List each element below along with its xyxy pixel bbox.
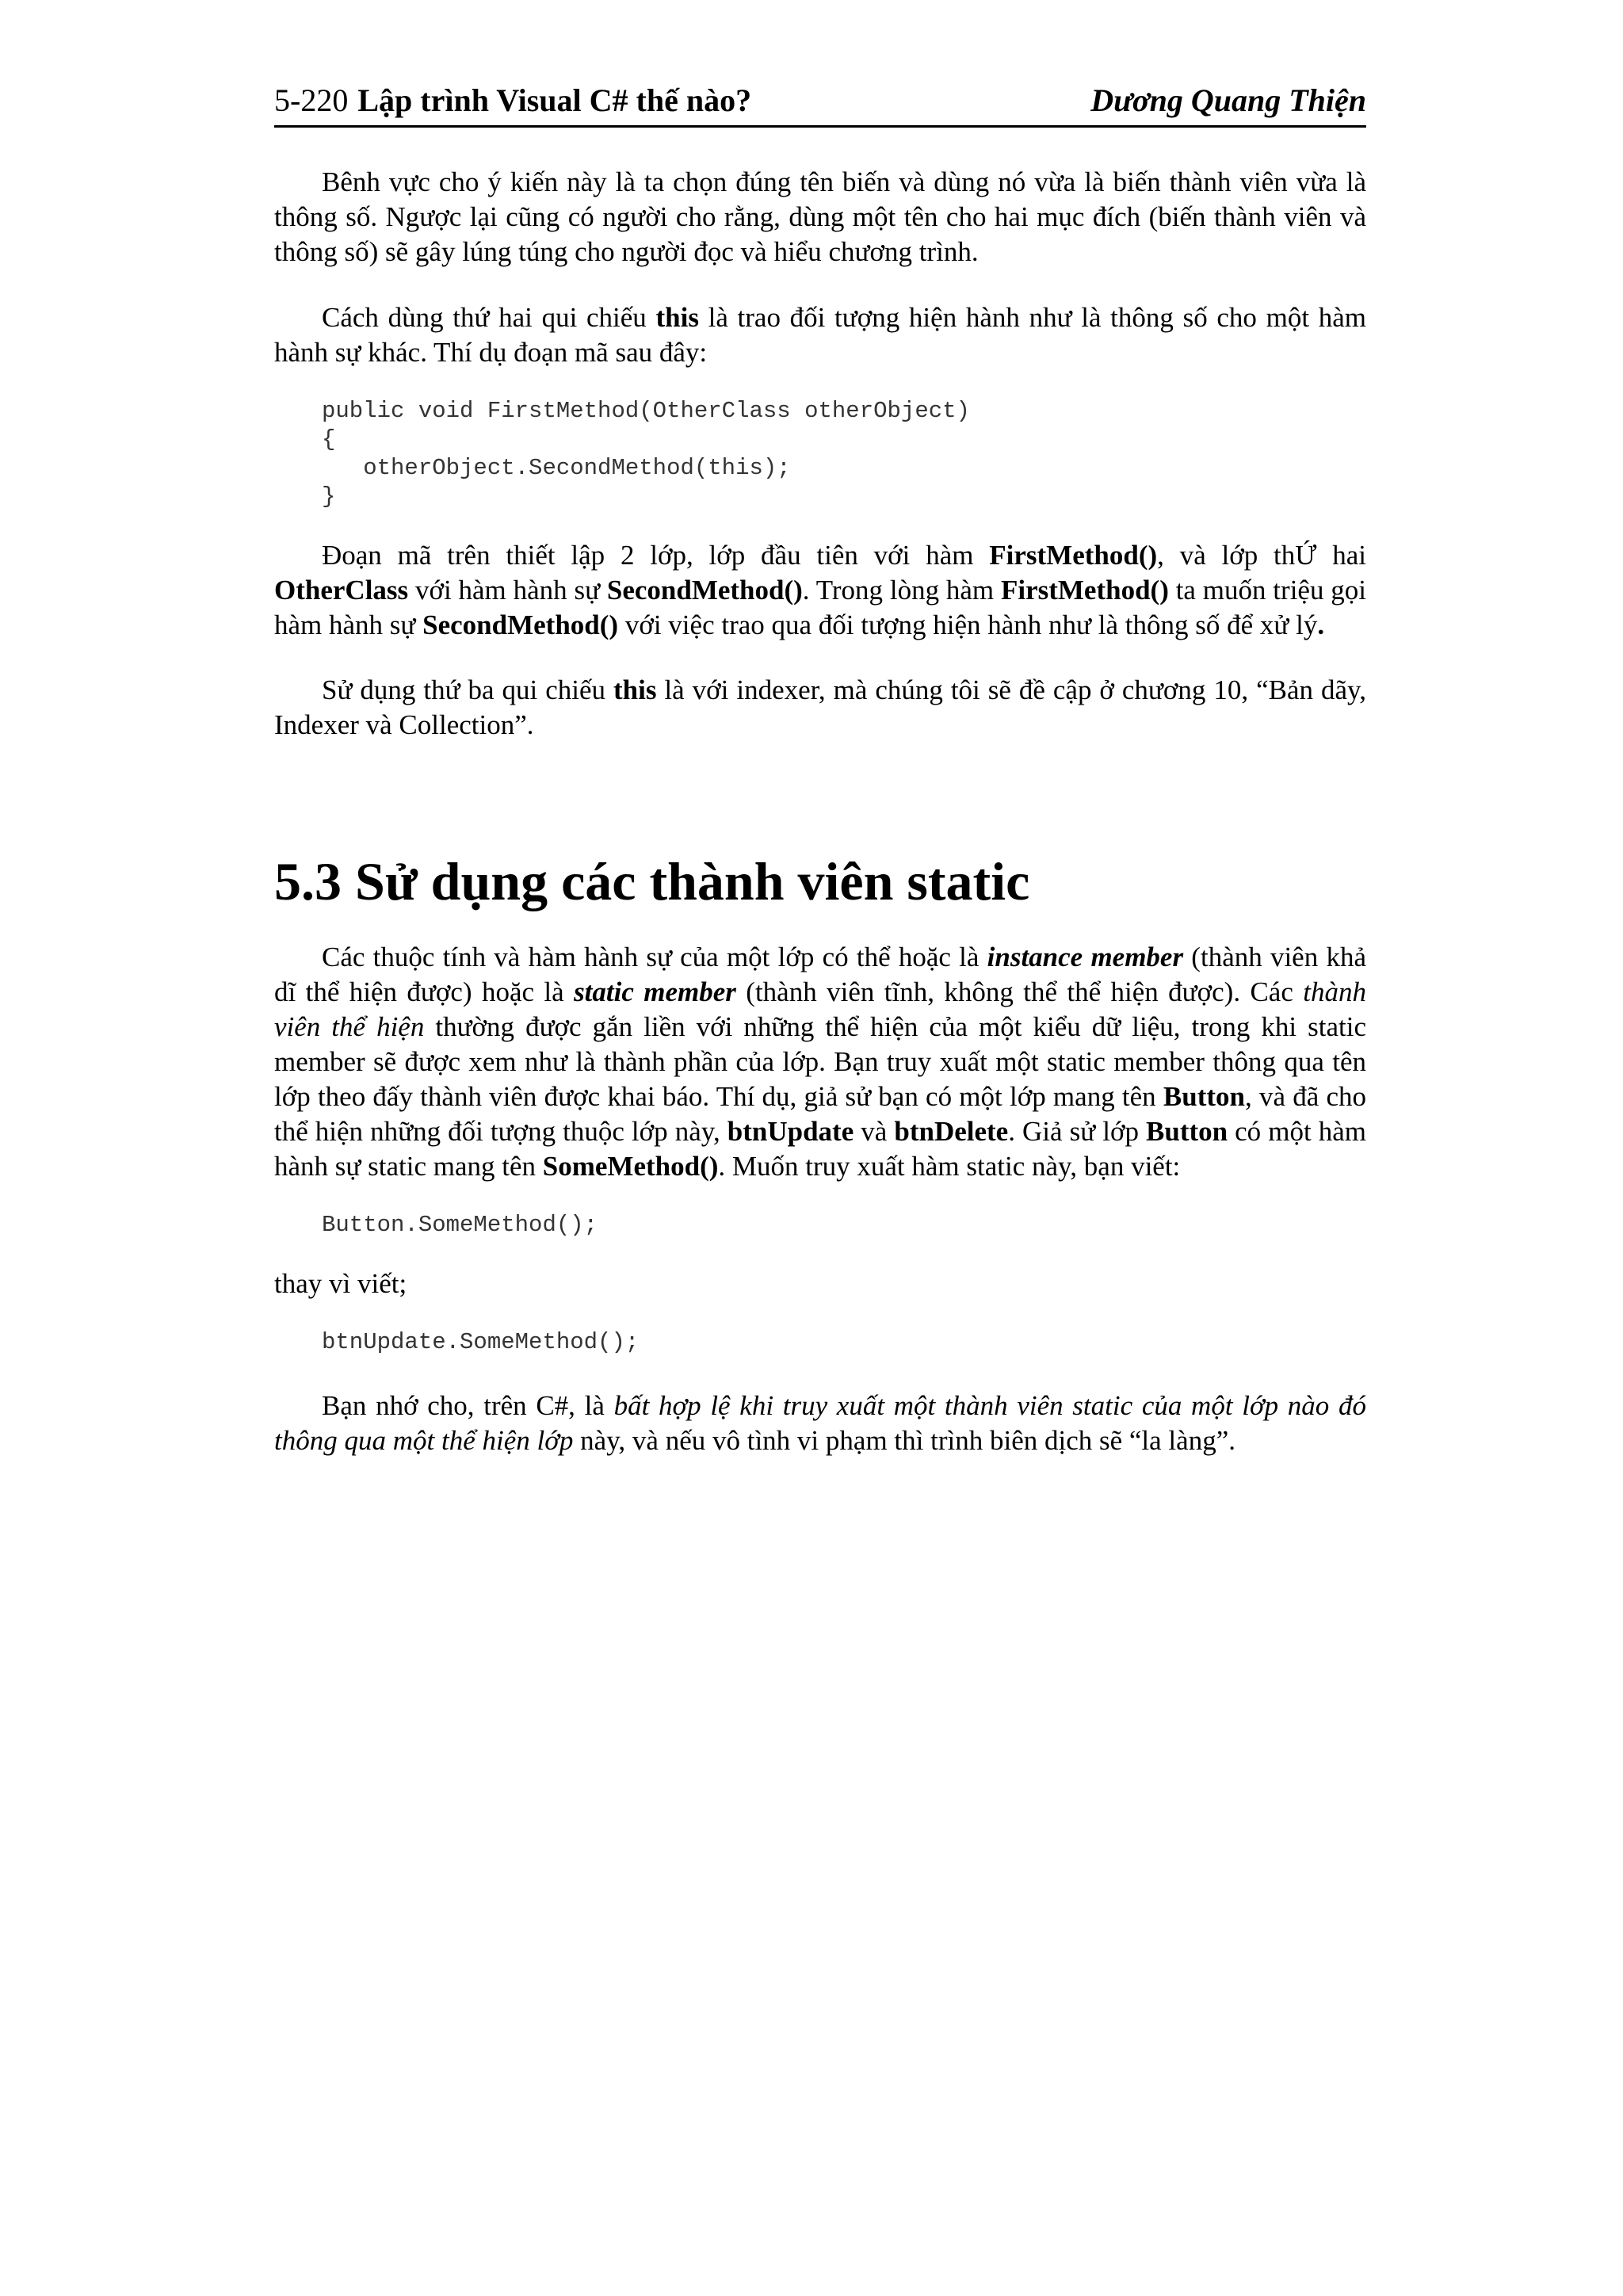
paragraph-text: . Giả sử lớp	[1008, 1116, 1147, 1147]
paragraph-text: là với indexer, mà chúng tôi sẽ đề cập ở chương 10, “Bản dãy, Indexer và Collection”.	[274, 674, 1366, 740]
paragraph-4	[274, 673, 1366, 743]
paragraph-text: Sử dụng thứ ba qui chiếu	[322, 674, 613, 705]
paragraph-text: có một hàm hành sự static mang tên	[274, 1116, 1366, 1182]
code-line: }	[322, 483, 336, 510]
paragraph-text: Cách dùng thứ hai qui chiếu	[322, 302, 656, 333]
page-body	[274, 165, 1366, 1458]
class-name: OtherClass	[274, 575, 409, 606]
code-block-1	[274, 397, 1366, 511]
keyword-this: this	[655, 302, 699, 333]
paragraph-text: với việc trao qua đối tượng hiện hành như là thông số để xử lý	[618, 609, 1318, 640]
italic-emphasis: bất hợp lệ khi truy xuất một thành viên static của một lớp nào đó thông qua một thể hiện lớp	[274, 1390, 1366, 1456]
class-name: Button	[1163, 1081, 1245, 1112]
method-name: FirstMethod()	[989, 540, 1158, 571]
section-heading: 5.3 Sử dụng các thành viên static	[274, 851, 1030, 911]
method-name: SecondMethod()	[422, 609, 619, 640]
code-block-3	[274, 1328, 1366, 1357]
paragraph-1	[274, 165, 1366, 269]
paragraph-text: và	[854, 1116, 895, 1147]
term-static-member: static member	[574, 976, 736, 1007]
code-line: Button.SomeMethod();	[322, 1212, 598, 1238]
paragraph-3	[274, 538, 1366, 643]
paragraph-text: với hàm hành sự	[408, 575, 607, 606]
code-block-2	[274, 1211, 1366, 1240]
paragraph-2	[274, 300, 1366, 370]
code-line: btnUpdate.SomeMethod();	[322, 1329, 640, 1355]
method-name: SecondMethod()	[606, 575, 803, 606]
paragraph-text: . Trong lòng hàm	[802, 575, 1001, 606]
paragraph-text: . Muốn truy xuất hàm static này, bạn viết:	[718, 1151, 1181, 1182]
paragraph-text: này, và nếu vô tình vi phạm thì trình biên dịch sẽ “la làng”.	[573, 1425, 1235, 1456]
book-title: Lập trình Visual C# thế nào?	[357, 82, 752, 118]
page-header	[274, 78, 1366, 128]
code-line: {	[322, 426, 336, 453]
paragraph-text: là trao đối tượng hiện hành như là thông số cho một hàm hành sự khác. Thí dụ đoạn mã sau đây:	[274, 302, 1366, 368]
object-name: btnDelete	[894, 1116, 1009, 1147]
paragraph-text: , và lớp thỨ hai	[1157, 540, 1366, 571]
italic-term: thành viên thể hiện	[274, 976, 1366, 1042]
paragraph-text: (thành viên tĩnh, không thể thể hiện được). Các	[735, 976, 1304, 1007]
object-name: btnUpdate	[727, 1116, 854, 1147]
paragraph-text: , và đã cho thể hiện những đối tượng thuộc lớp này,	[274, 1081, 1366, 1147]
paragraph-5	[274, 940, 1366, 1184]
class-name: Button	[1146, 1116, 1228, 1147]
paragraph-text: thường được gắn liền với những thể hiện của một kiểu dữ liệu, trong khi static member sẽ được xem như là thành phần của lớp. Bạn truy xuất một static member thông qua tên lớp theo đấy thành viên được khai báo. Thí dụ, giả sử bạn có một lớp mang tên	[274, 1011, 1366, 1112]
paragraph-text: (thành viên khả dĩ thể hiện được) hoặc là	[274, 942, 1366, 1007]
paragraph-text: ta muốn triệu gọi hàm hành sự	[274, 575, 1366, 640]
code-line: otherObject.SecondMethod(this);	[322, 455, 791, 481]
bold-period: .	[1317, 609, 1325, 640]
header-left	[274, 82, 751, 119]
paragraph-6: thay vì viết;	[274, 1268, 407, 1299]
paragraph-text: Bênh vực cho ý kiến này là ta chọn đúng tên biến và dùng nó vừa là biến thành viên vừa là thông số. Ngược lại cũng có người cho rằng, dùng một tên cho hai mục đích (biến thành viên và thông số) sẽ gây lúng túng cho người đọc và hiểu chương trình.	[274, 166, 1366, 267]
term-instance-member: instance member	[987, 942, 1184, 972]
page-number: 5-220	[274, 82, 349, 118]
paragraph-text: Bạn nhớ cho, trên C#, là	[322, 1390, 614, 1421]
paragraph-text: Các thuộc tính và hàm hành sự của một lớp có thể hoặc là	[322, 942, 987, 972]
method-name: FirstMethod()	[1000, 575, 1169, 606]
method-name: SomeMethod()	[542, 1151, 719, 1182]
code-line: public void FirstMethod(OtherClass otherObject)	[322, 398, 970, 424]
paragraph-7	[274, 1389, 1366, 1458]
keyword-this: this	[613, 674, 657, 705]
author-name: Dương Quang Thiện	[1090, 82, 1366, 118]
paragraph-text: Đoạn mã trên thiết lập 2 lớp, lớp đầu tiên với hàm	[322, 540, 990, 571]
